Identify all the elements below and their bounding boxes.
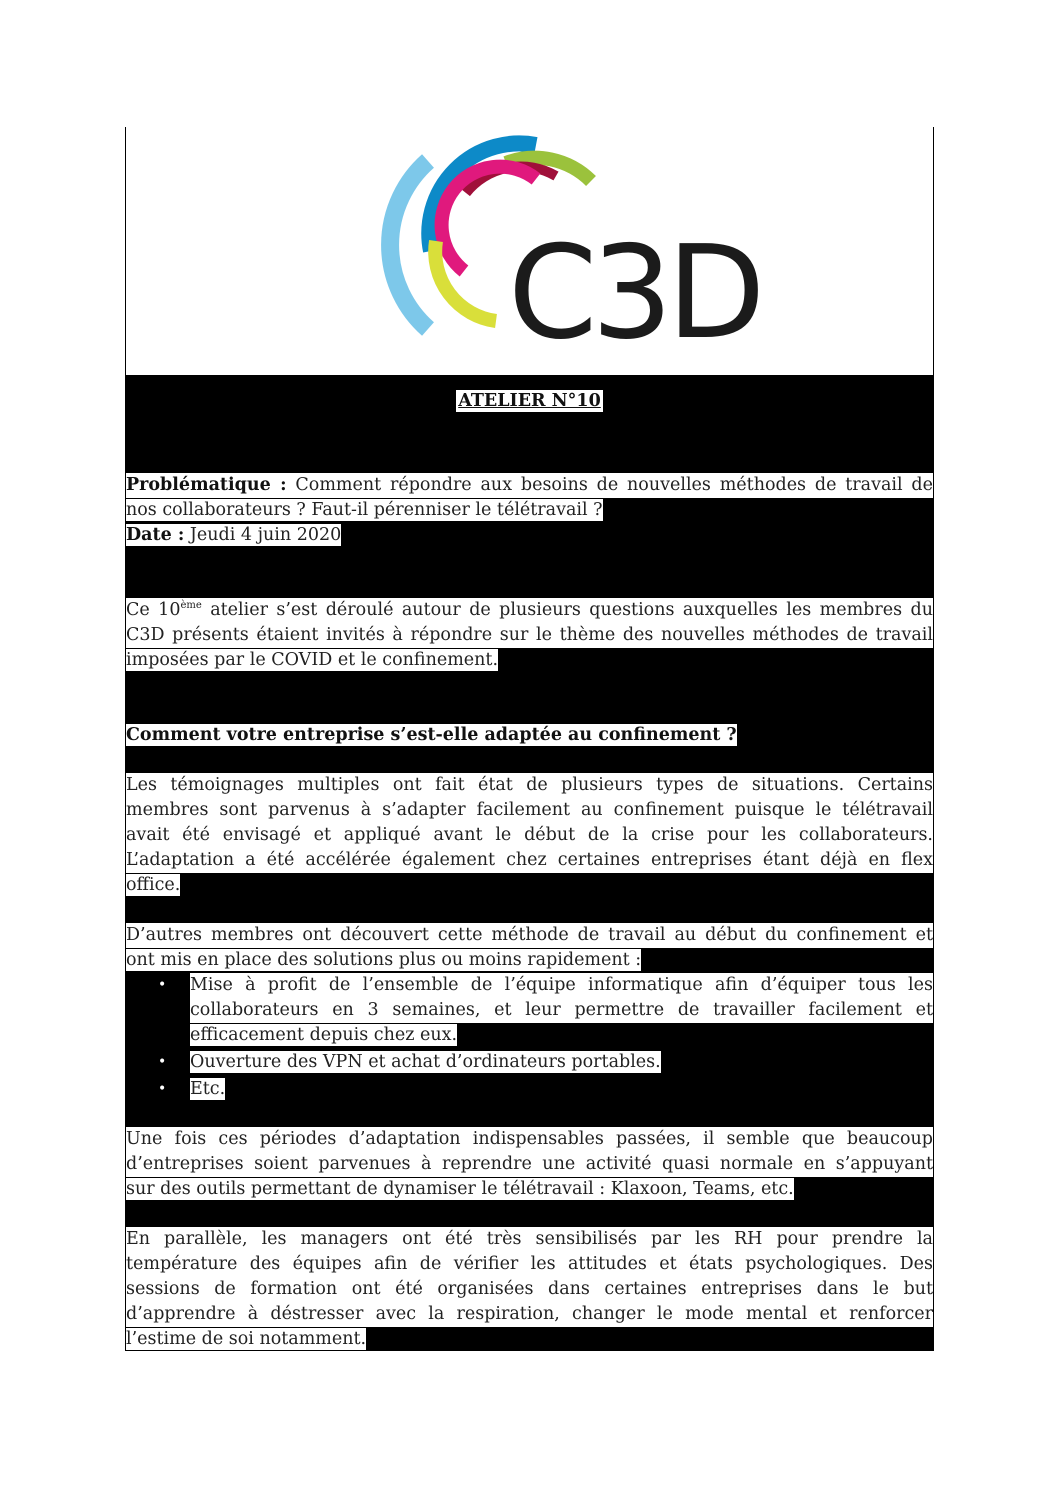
problematique-text-2: nos collaborateurs ? Faut-il pérenniser le télétravail ? — [126, 500, 603, 520]
intro-pre: Ce 10 — [126, 600, 181, 620]
bullet-line: Etc. — [190, 1079, 226, 1099]
bullet-line: Ouverture des VPN et achat d’ordinateurs portables. — [190, 1052, 661, 1072]
para1-line: avait été envisagé et appliqué avant le début de la crise pour les collaborateurs. — [126, 823, 933, 848]
bullet-dot: • — [158, 1081, 167, 1097]
para4-line: température des équipes afin de vérifier les attitudes et états psychologiques. Des — [126, 1252, 933, 1277]
bullet-dot: • — [158, 977, 167, 993]
bullet-line: Mise à profit de l’ensemble de l’équipe informatique afin d’équiper tous les — [190, 973, 933, 998]
para3-line: sur des outils permettant de dynamiser le télétravail : Klaxoon, Teams, etc. — [126, 1179, 794, 1199]
paragraph-3 — [126, 1127, 933, 1202]
intro-block — [126, 598, 933, 673]
atelier-title: ATELIER N°10 — [458, 391, 601, 411]
para1-line: Les témoignages multiples ont fait état de plusieurs types de situations. Certains — [126, 773, 933, 798]
problematique-label: Problématique : — [126, 475, 287, 495]
intro-sup: ème — [180, 600, 202, 611]
bullet-item — [126, 1050, 933, 1075]
bullet-line: collaborateurs en 3 semaines, et leur permettre de travailler facilement et — [190, 998, 933, 1023]
intro-post: atelier s’est déroulé autour de plusieurs questions auxquelles les membres du — [210, 600, 933, 620]
para1-line: membres sont parvenus à s’adapter facilement au confinement puisque le télétravail — [126, 798, 933, 823]
date-value: Jeudi 4 juin 2020 — [189, 525, 342, 545]
paragraph-4 — [126, 1227, 933, 1352]
problematique-block — [126, 473, 933, 548]
paragraph-1 — [126, 773, 933, 898]
para3-line: d’entreprises soient parvenues à reprendre une activité quasi normale en s’appuyant — [126, 1152, 933, 1177]
para1-line: L’adaptation a été accélérée également chez certaines entreprises étant déjà en flex — [126, 848, 933, 873]
problematique-line-2 — [126, 498, 933, 523]
atelier-title-wrap — [126, 391, 933, 411]
date-line — [126, 523, 933, 548]
bullet-dot: • — [158, 1054, 167, 1070]
intro-text-3: imposées par le COVID et le confinement. — [126, 650, 499, 670]
para2-line: ont mis en place des solutions plus ou moins rapidement : — [126, 950, 642, 970]
para4-line: d’apprendre à déstresser avec la respiration, changer le mode mental et renforcer — [126, 1302, 933, 1327]
para3-line: Une fois ces périodes d’adaptation indispensables passées, il semble que beaucoup — [126, 1127, 933, 1152]
intro-line-2: C3D présents étaient invités à répondre sur le thème des nouvelles méthodes de travail — [126, 623, 933, 648]
question-1-text: Comment votre entreprise s’est-elle adaptée au confinement ? — [126, 725, 737, 745]
bullet-line: efficacement depuis chez eux. — [190, 1025, 458, 1045]
c3d-logo — [386, 131, 760, 371]
intro-line-3 — [126, 648, 933, 673]
bullet-item — [126, 973, 933, 1048]
intro-line-1 — [126, 598, 933, 623]
paragraph-2 — [126, 923, 933, 973]
logo-text: C3D — [508, 219, 760, 368]
para2-line: D’autres membres ont découvert cette méthode de travail au début du confinement et — [126, 923, 933, 948]
question-1 — [126, 723, 933, 748]
para4-line: l’estime de soi notamment. — [126, 1329, 367, 1349]
date-label: Date : — [126, 525, 185, 545]
document-frame — [125, 127, 934, 1351]
problematique-line-1 — [126, 473, 933, 498]
para4-line: sessions de formation ont été organisées dans certaines entreprises dans le but — [126, 1277, 933, 1302]
problematique-text-1: Comment répondre aux besoins de nouvelles méthodes de travail de — [295, 475, 933, 495]
para1-line: office. — [126, 875, 181, 895]
bullet-item — [126, 1077, 933, 1102]
logo-area — [126, 127, 933, 375]
para4-line: En parallèle, les managers ont été très sensibilisés par les RH pour prendre la — [126, 1227, 933, 1252]
